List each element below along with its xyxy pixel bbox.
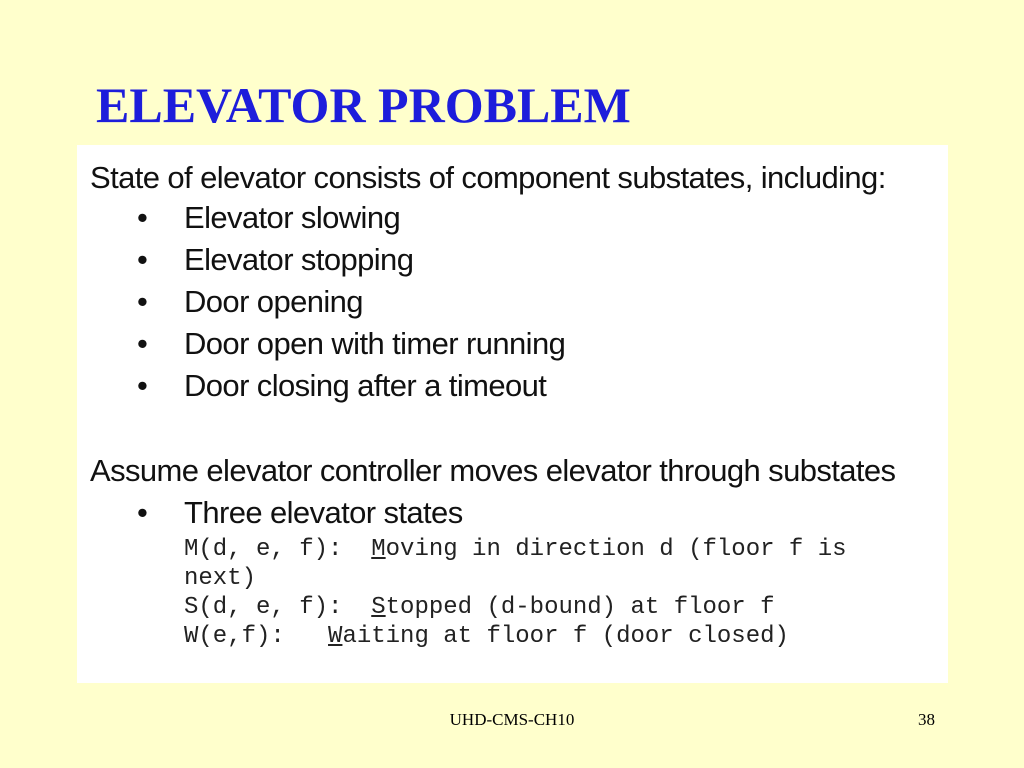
- bullet-icon: •: [137, 368, 148, 403]
- state-description: oving in direction d (floor f is: [385, 536, 847, 563]
- section-heading-controller: Assume elevator controller moves elevator through substates: [90, 453, 896, 488]
- state-initial: M: [371, 536, 386, 563]
- elevator-states-code: [184, 535, 847, 651]
- bullet-icon: •: [137, 495, 148, 530]
- slide-title: ELEVATOR PROBLEM: [96, 77, 631, 133]
- bullet-icon: •: [137, 200, 148, 235]
- state-signature: next): [184, 565, 257, 592]
- content-panel: [77, 145, 948, 683]
- list-item-text: Three elevator states: [184, 495, 463, 530]
- state-signature: S(d, e, f):: [184, 594, 372, 621]
- state-line-continuation: [184, 564, 847, 593]
- list-item-text: Elevator slowing: [184, 200, 401, 235]
- state-initial: S: [371, 594, 386, 621]
- list-item-text: Door opening: [184, 284, 363, 319]
- state-description: topped (d-bound) at floor f: [385, 594, 775, 621]
- state-line-waiting: [184, 622, 847, 651]
- list-item-text: Door closing after a timeout: [184, 368, 547, 403]
- list-item-text: Door open with timer running: [184, 326, 566, 361]
- state-signature: M(d, e, f):: [184, 536, 372, 563]
- footer-course-label: UHD-CMS-CH10: [449, 710, 575, 729]
- bullet-icon: •: [137, 284, 148, 319]
- section-heading-substates: State of elevator consists of component substates, including:: [90, 160, 886, 195]
- bullet-icon: •: [137, 242, 148, 277]
- list-item-text: Elevator stopping: [184, 242, 414, 277]
- state-signature: W(e,f):: [184, 623, 329, 650]
- footer-page-number: 38: [918, 710, 935, 729]
- state-initial: W: [328, 623, 343, 650]
- state-line-moving: [184, 535, 847, 564]
- bullet-icon: •: [137, 326, 148, 361]
- state-description: aiting at floor f (door closed): [342, 623, 789, 650]
- state-line-stopped: [184, 593, 847, 622]
